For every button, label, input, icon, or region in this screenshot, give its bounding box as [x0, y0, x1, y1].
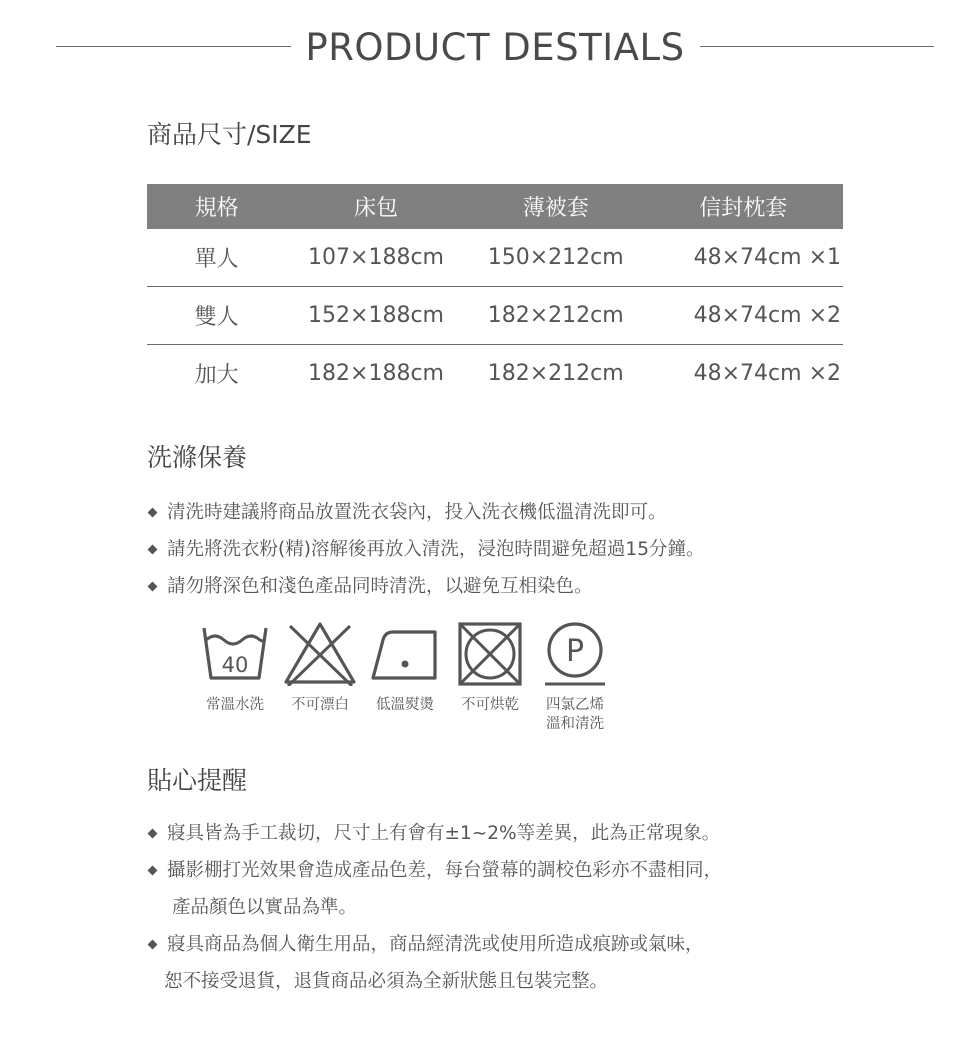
table-row [147, 287, 843, 345]
table-cell: 182×212cm [487, 361, 624, 386]
table-cell: 48×74cm ×2 [646, 287, 843, 345]
page-title: PRODUCT DESTIALS [305, 26, 685, 69]
dry-clean-letter: P [565, 634, 585, 669]
table-cell: 48×74cm ×2 [693, 361, 841, 386]
care-section-title: 洗滌保養 [147, 443, 248, 472]
table-cell: 182×212cm [466, 287, 646, 345]
care-symbol [195, 620, 275, 715]
list-item-text: 清洗時建議將商品放置洗衣袋內，投入洗衣機低溫清洗即可。 [167, 502, 667, 523]
size-table [147, 184, 843, 402]
care-symbol-label: 不可漂白 [291, 697, 349, 713]
wash-temperature: 40 [221, 653, 249, 677]
notice-list [147, 815, 722, 1000]
table-cell: 152×188cm [286, 287, 466, 345]
list-item [147, 926, 722, 1000]
list-item-text: 請先將洗衣粉(精)溶解後再放入清洗，浸泡時間避免超過15分鐘。 [167, 539, 705, 560]
list-item-text: 寢具商品為個人衛生用品，商品經清洗或使用所造成痕跡或氣味， [167, 934, 704, 955]
column-header-duvet-cover: 薄被套 [466, 184, 646, 229]
dry-clean-p-icon [535, 620, 615, 686]
table-cell: 107×188cm [286, 229, 466, 287]
page-header [0, 24, 960, 72]
column-header-pillowcase: 信封枕套 [646, 184, 843, 229]
bullet-diamond-icon [148, 829, 158, 839]
care-symbol-label [535, 696, 615, 734]
size-section-title: 商品尺寸/SIZE [147, 120, 312, 149]
care-symbol-label: 不可烘乾 [461, 697, 519, 713]
notice-section-title: 貼心提醒 [147, 766, 248, 795]
table-cell: 48×74cm ×1 [646, 229, 843, 287]
care-symbol [365, 620, 445, 715]
column-header-fitted-sheet: 床包 [286, 184, 466, 229]
list-item-text-continued: 產品顏色以實品為準。 [172, 897, 358, 918]
column-header-spec: 規格 [147, 184, 286, 229]
bullet-diamond-icon [148, 545, 158, 555]
care-symbol-label: 低溫熨燙 [376, 697, 434, 713]
no-tumble-dry-icon [450, 620, 530, 686]
care-symbol-label: 常溫水洗 [206, 697, 264, 713]
list-item [147, 815, 722, 852]
care-instructions-list [147, 494, 704, 605]
care-symbol-label-line: 溫和清洗 [546, 716, 604, 732]
care-symbols [195, 620, 625, 750]
list-item-text: 請勿將深色和淺色產品同時清洗，以避免互相染色。 [167, 576, 593, 597]
list-item [147, 531, 704, 568]
bullet-diamond-icon [148, 508, 158, 518]
list-item [147, 852, 722, 926]
table-cell: 雙人 [147, 287, 286, 345]
care-symbol [535, 620, 615, 734]
list-item [147, 494, 704, 531]
list-item [147, 568, 704, 605]
bullet-diamond-icon [148, 582, 158, 592]
header-divider-left [56, 46, 291, 47]
table-cell: 單人 [147, 229, 286, 287]
wash-40-icon [195, 620, 275, 686]
table-row [147, 345, 843, 403]
bullet-diamond-icon [148, 940, 158, 950]
header-divider-right [700, 46, 934, 47]
bullet-diamond-icon [148, 866, 158, 876]
size-table-header-row [147, 184, 843, 229]
table-row [147, 229, 843, 287]
care-symbol-label-line: 四氯乙烯 [546, 697, 604, 713]
care-symbol [450, 620, 530, 715]
table-cell: 150×212cm [466, 229, 646, 287]
no-bleach-icon [280, 620, 360, 686]
list-item-text: 寢具皆為手工裁切，尺寸上有會有±1~2%等差異，此為正常現象。 [167, 823, 721, 844]
list-item-text-continued: 恕不接受退貨，退貨商品必須為全新狀態且包裝完整。 [164, 971, 609, 992]
table-cell: 加大 [194, 363, 239, 388]
list-item-text: 攝影棚打光效果會造成產品色差，每台螢幕的調校色彩亦不盡相同， [167, 860, 723, 881]
table-cell: 182×188cm [308, 361, 444, 386]
low-iron-icon [365, 620, 445, 686]
care-symbol [280, 620, 360, 715]
